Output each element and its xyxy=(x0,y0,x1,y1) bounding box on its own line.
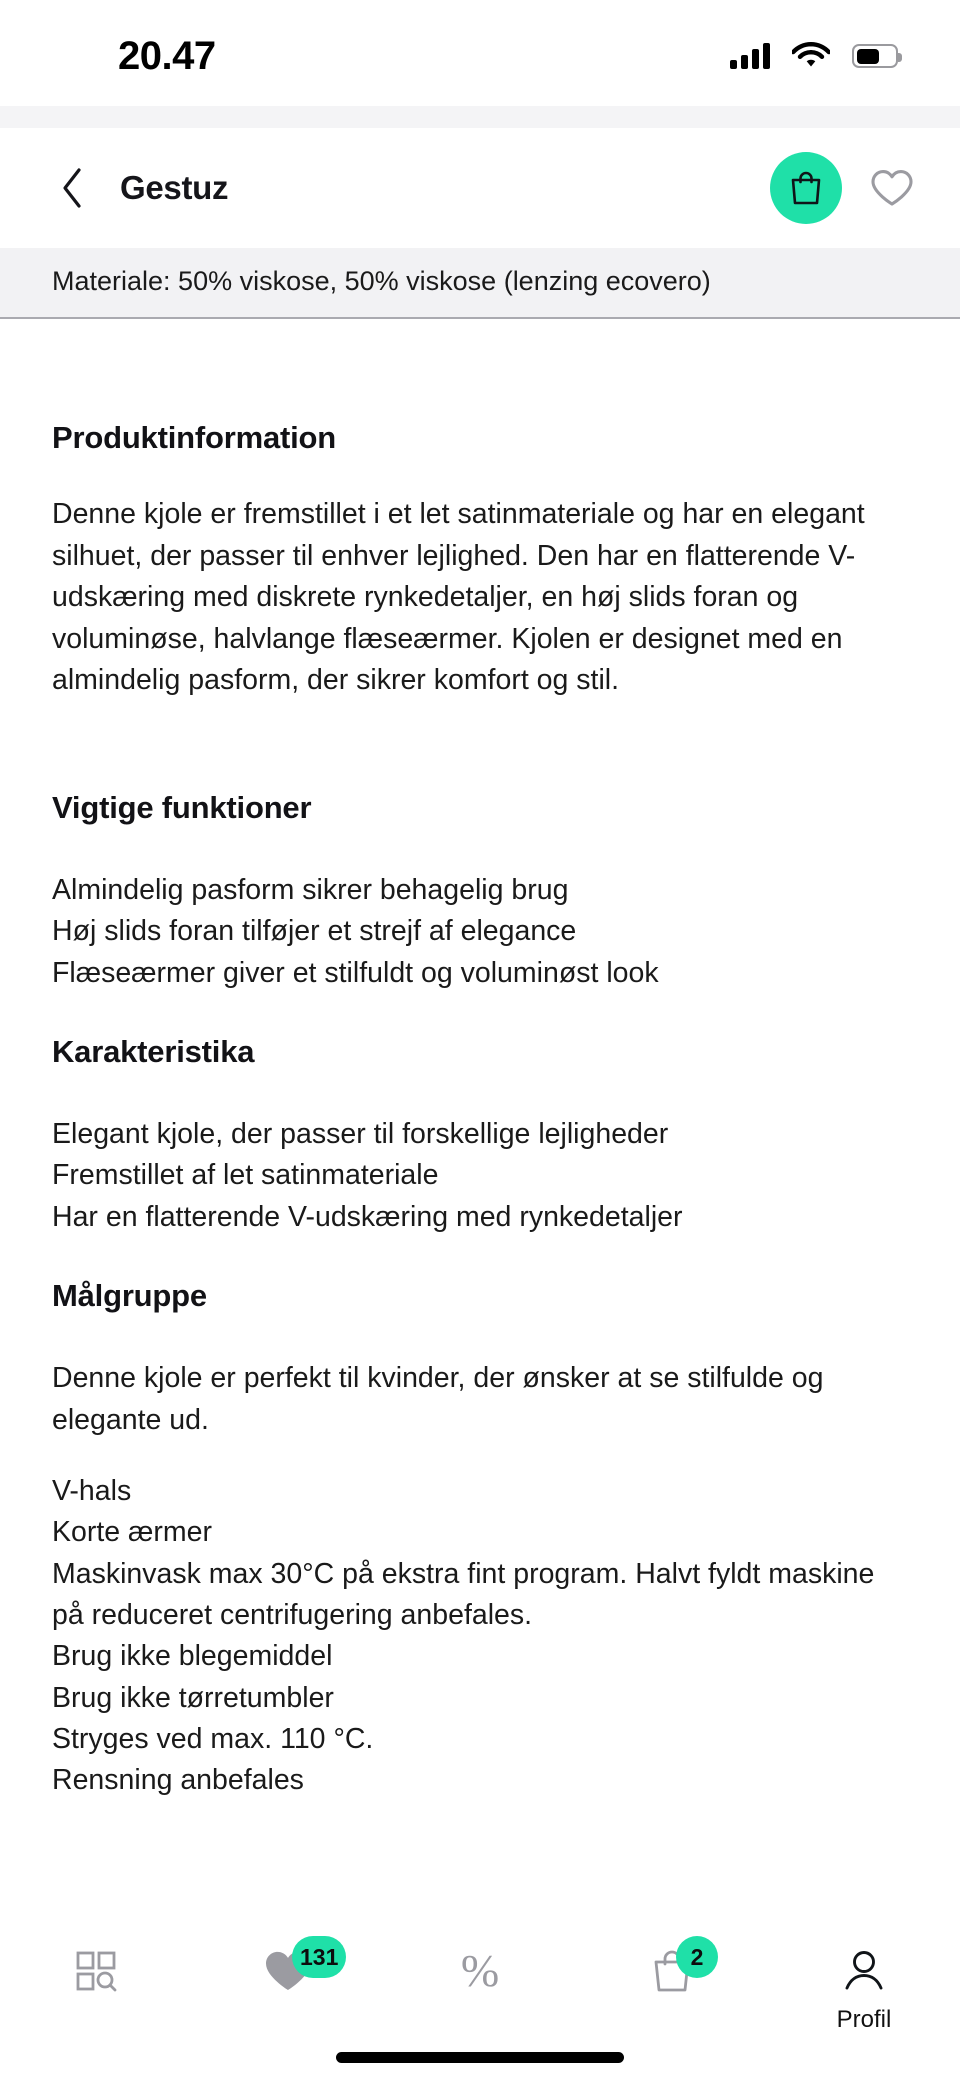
nav-label-profile: Profil xyxy=(836,2006,892,2033)
section-title-target-group: Målgruppe xyxy=(52,1277,207,1313)
header-favorite-button[interactable] xyxy=(864,160,920,216)
status-bar xyxy=(0,0,960,106)
list-item: Brug ikke blegemiddel xyxy=(52,1640,333,1673)
status-bar-divider-band xyxy=(0,106,960,128)
nav-item-browse[interactable] xyxy=(0,1942,192,2006)
battery-icon xyxy=(852,44,898,68)
header-actions xyxy=(770,152,920,224)
list-item: Elegant kjole, der passer til forskellige lejligheder xyxy=(52,1117,669,1150)
nav-item-offers[interactable] xyxy=(384,1942,576,2006)
list-item: Almindelig pasform sikrer behagelig brug xyxy=(52,874,569,907)
target-group-paragraph: Denne kjole er perfekt til kvinder, der ønsker at se stilfulde og elegante ud. xyxy=(52,1361,824,1436)
list-item: Har en flatterende V-udskæring med rynkedetaljer xyxy=(52,1200,683,1233)
list-item: Flæseærmer giver et stilfuldt og voluminøst look xyxy=(52,956,659,989)
shopping-bag-icon xyxy=(788,169,824,207)
list-item: Korte ærmer xyxy=(52,1516,212,1549)
list-item: Fremstillet af let satinmateriale xyxy=(52,1159,439,1192)
section-title-key-features: Vigtige funktioner xyxy=(52,790,312,826)
section-title-characteristics: Karakteristika xyxy=(52,1033,255,1069)
status-bar-icons xyxy=(730,40,898,73)
heart-outline-icon xyxy=(870,168,914,208)
nav-item-favorites[interactable] xyxy=(192,1942,384,2006)
list-item: Rensning anbefales xyxy=(52,1764,304,1797)
percent-icon: % xyxy=(460,1945,500,1996)
signal-bars-icon xyxy=(730,43,770,69)
list-item: Maskinvask max 30°C på ekstra fint program. Halvt fyldt maskine på reduceret centrifugering anbefales. xyxy=(52,1557,875,1632)
wifi-icon xyxy=(792,40,830,73)
person-icon xyxy=(840,1947,888,1995)
nav-item-cart[interactable] xyxy=(576,1942,768,2006)
cart-badge: 2 xyxy=(676,1936,718,1978)
header-bag-button[interactable] xyxy=(770,152,842,224)
list-item: Brug ikke tørretumbler xyxy=(52,1681,334,1714)
product-description-scroll[interactable] xyxy=(0,382,960,1916)
list-item: V-hals xyxy=(52,1475,132,1508)
app-header xyxy=(0,128,960,248)
page-title: Gestuz xyxy=(120,169,229,206)
list-item: Høj slids foran tilføjer et strejf af elegance xyxy=(52,915,577,948)
chevron-left-icon xyxy=(59,166,85,210)
back-button[interactable] xyxy=(52,168,92,208)
list-item: Stryges ved max. 110 °C. xyxy=(52,1723,374,1756)
material-row: Materiale: 50% viskose, 50% viskose (lenzing ecovero) xyxy=(0,248,960,319)
section-title-product-info: Produktinformation xyxy=(52,420,336,455)
status-bar-time: 20.47 xyxy=(118,33,216,78)
grid-search-icon xyxy=(72,1947,120,1995)
nav-item-profile[interactable] xyxy=(768,1942,960,2034)
product-info-paragraph: Denne kjole er fremstillet i et let satinmateriale og har en elegant silhuet, der passer til enhver lejlighed. Den har en flatterende V-udskæring med diskrete rynkedetaljer, en høj slids foran og voluminøse, halvlange flæseærmer. Kjolen er designet med en almindelig pasform, der sikrer komfort og stil. xyxy=(52,498,865,697)
bottom-navigation-bar xyxy=(0,1916,960,2081)
favorites-badge: 131 xyxy=(292,1936,346,1978)
home-indicator xyxy=(336,2052,624,2063)
